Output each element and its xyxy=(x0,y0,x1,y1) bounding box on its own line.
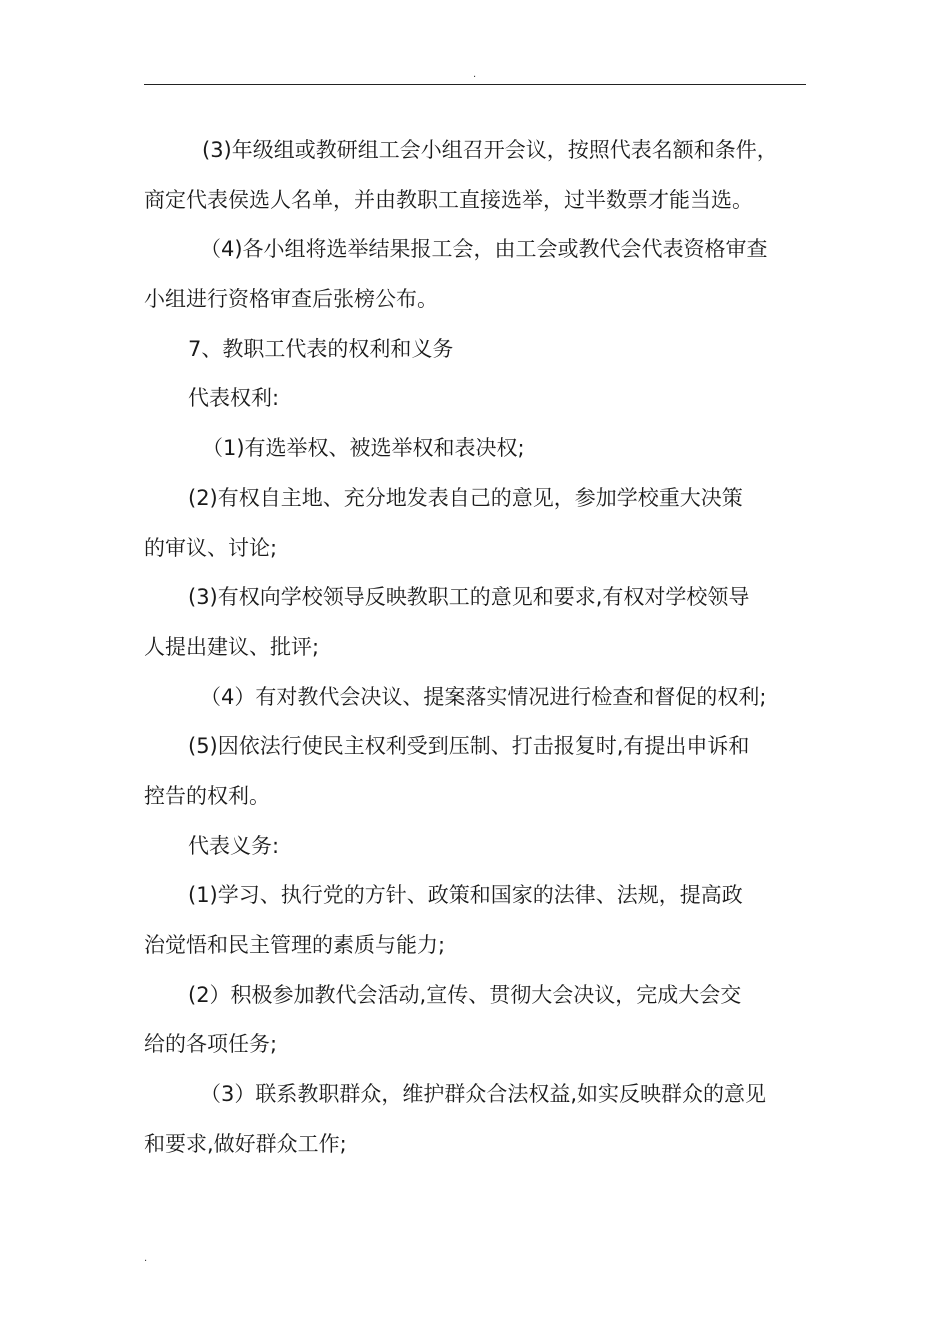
paragraph-line: (2)有权自主地、充分地发表自己的意见，参加学校重大决策 xyxy=(188,485,743,510)
subheading-rights: 代表权利: xyxy=(188,386,280,411)
paragraph-line: （3）联系教职群众，维护群众合法权益,如实反映群众的意见 xyxy=(200,1082,767,1107)
body-text xyxy=(144,126,808,1169)
subheading-duties: 代表义务: xyxy=(188,833,280,858)
paragraph-line: 和要求,做好群众工作; xyxy=(144,1131,347,1156)
paragraph-line: （4)各小组将选举结果报工会，由工会或教代会代表资格审查 xyxy=(200,237,768,262)
paragraph-line: 商定代表侯选人名单，并由教职工直接选举，过半数票才能当选。 xyxy=(144,187,753,212)
paragraph-line: (5)因依法行使民主权利受到压制、打击报复时,有提出申诉和 xyxy=(188,734,750,759)
paragraph-line: 治觉悟和民主管理的素质与能力; xyxy=(144,933,446,957)
paragraph-line: 给的各项任务; xyxy=(144,1032,278,1057)
paragraph-line: (3)年级组或教研组工会小组召开会议，按照代表名额和条件， xyxy=(202,138,778,162)
paragraph-line: 小组进行资格审查后张榜公布。 xyxy=(144,287,438,312)
header-mark: . xyxy=(473,69,477,80)
header-rule xyxy=(144,84,806,85)
section-heading: 7、教职工代表的权利和义务 xyxy=(188,336,454,361)
paragraph-line: 人提出建议、批评; xyxy=(144,634,320,659)
paragraph-line: （1)有选举权、被选举权和表决权; xyxy=(202,436,525,461)
paragraph-line: (3)有权向学校领导反映教职工的意见和要求,有权对学校领导 xyxy=(188,585,750,610)
footer-mark: . xyxy=(144,1253,148,1264)
paragraph-line: 控告的权利。 xyxy=(144,783,270,808)
paragraph-line: (2）积极参加教代会活动,宣传、贯彻大会决议，完成大会交 xyxy=(188,982,742,1007)
paragraph-line: 的审议、讨论; xyxy=(144,535,278,560)
paragraph-line: （4）有对教代会决议、提案落实情况进行检查和督促的权利; xyxy=(200,684,767,709)
paragraph-line: (1)学习、执行党的方针、政策和国家的法律、法规，提高政 xyxy=(188,883,743,908)
